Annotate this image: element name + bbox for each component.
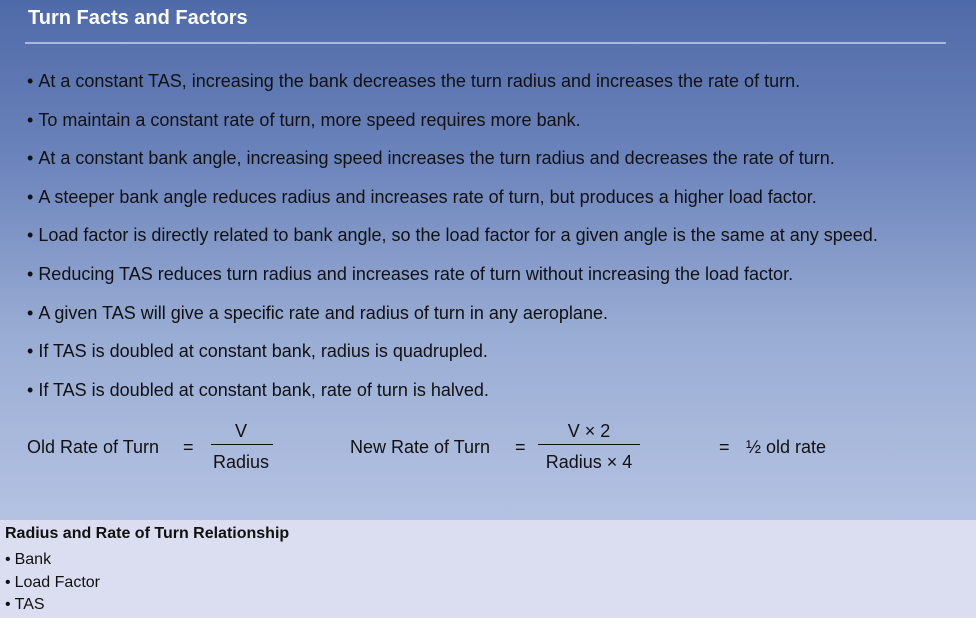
old-equals-sign: =: [183, 437, 194, 457]
bullet-item: • Reducing TAS reduces turn radius and increases rate of turn without increasing the load factor.: [27, 263, 878, 302]
new-equals-sign: =: [515, 437, 526, 457]
notes-list: [5, 549, 100, 617]
title-divider: [25, 42, 946, 44]
bullet-item: • At a constant TAS, increasing the bank decreases the turn radius and increases the rate of turn.: [27, 70, 878, 109]
bullet-item: • If TAS is doubled at constant bank, rate of turn is halved.: [27, 379, 878, 418]
bullet-list: [27, 70, 878, 417]
slide-title: Turn Facts and Factors: [28, 7, 248, 29]
old-rate-label: Old Rate of Turn: [27, 437, 160, 457]
bullet-item: • At a constant bank angle, increasing speed increases the turn radius and decreases the rate of turn.: [27, 147, 878, 186]
old-numerator: V: [234, 421, 247, 441]
old-denominator: Radius: [212, 452, 270, 472]
new-numerator: V × 2: [567, 421, 611, 441]
bullet-item: • A steeper bank angle reduces radius and increases rate of turn, but produces a higher load factor.: [27, 186, 878, 225]
notes-title: Radius and Rate of Turn Relationship: [5, 525, 290, 542]
new-rate-label: New Rate of Turn: [350, 437, 491, 457]
old-fraction-bar: [211, 444, 273, 445]
bullet-item: • A given TAS will give a specific rate and radius of turn in any aeroplane.: [27, 302, 878, 341]
new-fraction-bar: [538, 444, 640, 445]
result-text: ½ old rate: [746, 437, 827, 457]
notes-item: • TAS: [5, 594, 100, 617]
notes-item: • Load Factor: [5, 572, 100, 595]
bullet-item: • If TAS is doubled at constant bank, radius is quadrupled.: [27, 340, 878, 379]
bullet-item: • Load factor is directly related to bank angle, so the load factor for a given angle is the same at any speed.: [27, 224, 878, 263]
result-equals-sign: =: [719, 437, 730, 457]
new-denominator: Radius × 4: [545, 452, 633, 472]
bullet-item: • To maintain a constant rate of turn, more speed requires more bank.: [27, 109, 878, 148]
notes-item: • Bank: [5, 549, 100, 572]
notes-panel: [0, 520, 976, 618]
